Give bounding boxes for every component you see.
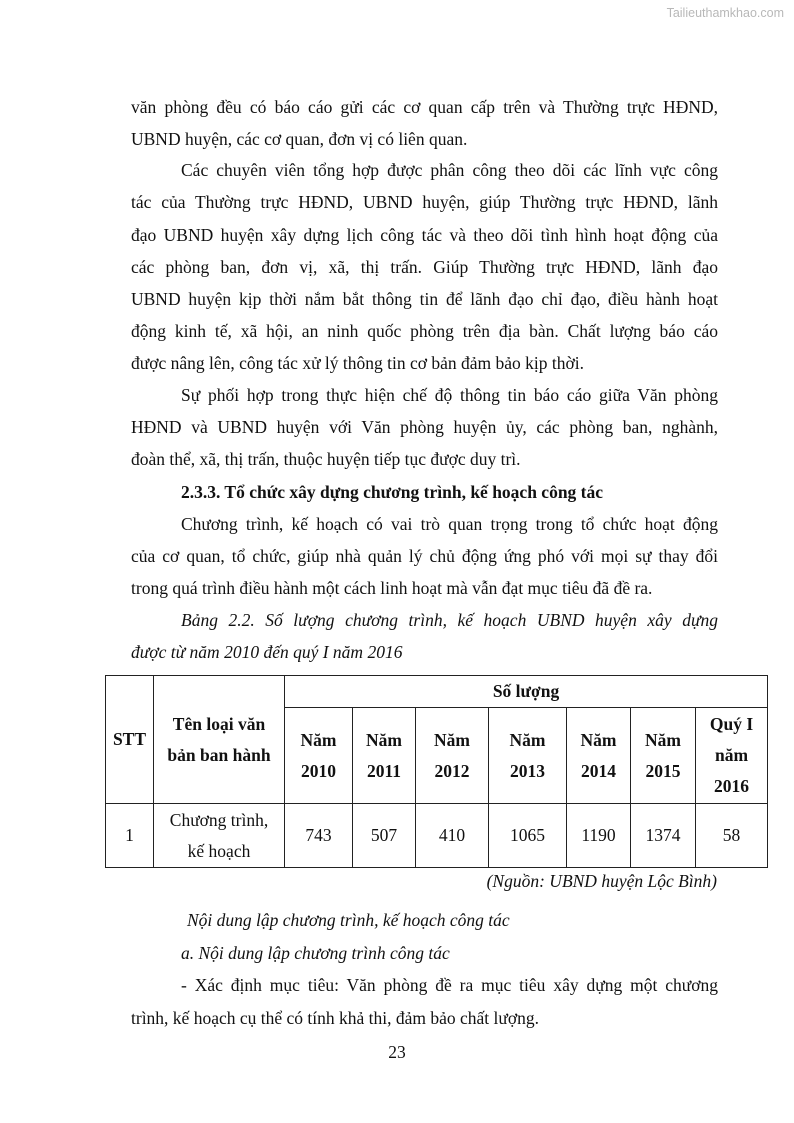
cell-q1-2016: 58 [696,804,768,868]
paragraph-3-line-2: HĐND và UBND huyện với Văn phòng huyện ủy, các phòng ban, nghành, [131,417,718,437]
cell-2014: 1190 [567,804,631,868]
header-q1-2016: Quý I năm 2016 [696,708,768,804]
paragraph-5-line-1: - Xác định mục tiêu: Văn phòng đề ra mục tiêu xây dựng một chương [181,975,718,995]
watermark: Tailieuthamkhao.com [666,6,784,20]
table-row [106,804,768,868]
paragraph-1-line-2: UBND huyện, các cơ quan, đơn vị có liên quan. [131,129,468,149]
paragraph-3-line-1: Sự phối hợp trong thực hiện chế độ thông tin báo cáo giữa Văn phòng [181,385,718,405]
header-year-2014: Năm 2014 [567,708,631,804]
paragraph-5-line-2: trình, kế hoạch cụ thể có tính khả thi, đảm bảo chất lượng. [131,1008,540,1028]
cell-document-type: Chương trình, kế hoạch [154,804,285,868]
paragraph-2-line-1: Các chuyên viên tổng hợp được phân công theo dõi các lĩnh vực công [181,160,718,180]
header-year-2015: Năm 2015 [631,708,696,804]
subheading-content: Nội dung lập chương trình, kế hoạch công tác [187,910,510,930]
paragraph-3-line-3: đoàn thể, xã, thị trấn, thuộc huyện tiếp tục được duy trì. [131,449,521,469]
cell-2012: 410 [416,804,489,868]
header-year-2013: Năm 2013 [489,708,567,804]
section-heading: 2.3.3. Tổ chức xây dựng chương trình, kế hoạch công tác [181,482,604,502]
header-year-2012: Năm 2012 [416,708,489,804]
paragraph-2-line-2: tác của Thường trực HĐND, UBND huyện, giúp Thường trực HĐND, lãnh [131,192,718,212]
header-quantity-group: Số lượng [285,676,768,708]
paragraph-2-line-5: UBND huyện kịp thời nắm bắt thông tin để lãnh đạo chỉ đạo, điều hành hoạt [131,289,718,309]
table-caption-line-2: được từ năm 2010 đến quý I năm 2016 [131,642,403,662]
table-source: (Nguồn: UBND huyện Lộc Bình) [486,871,717,891]
header-year-2011: Năm 2011 [353,708,416,804]
page-number: 23 [388,1042,406,1062]
paragraph-2-line-7: được nâng lên, công tác xử lý thông tin cơ bản đảm bảo kịp thời. [131,353,585,373]
header-stt: STT [106,676,154,804]
paragraph-4-line-1: Chương trình, kế hoạch có vai trò quan trọng trong tổ chức hoạt động [181,514,718,534]
paragraph-2-line-3: đạo UBND huyện xây dựng lịch công tác và theo dõi tình hình hoạt động của [131,225,718,245]
header-document-type-line-1: Tên loại văn [172,713,266,734]
header-document-type-line-2: bản ban hành [167,744,271,765]
header-document-type [154,676,285,804]
paragraph-2-line-4: các phòng ban, đơn vị, xã, thị trấn. Giúp Thường trực HĐND, lãnh đạo [131,257,718,277]
cell-2013: 1065 [489,804,567,868]
paragraph-1-line-1: văn phòng đều có báo cáo gửi các cơ quan cấp trên và Thường trực HĐND, [131,97,718,117]
paragraph-4-line-3: trong quá trình điều hành một cách linh hoạt mà vẫn đạt mục tiêu đã đề ra. [131,578,653,598]
statistics-table [105,675,768,868]
subheading-a: a. Nội dung lập chương trình công tác [181,943,450,963]
cell-2015: 1374 [631,804,696,868]
header-year-2010: Năm 2010 [285,708,353,804]
cell-stt: 1 [106,804,154,868]
table-caption-line-1: Bảng 2.2. Số lượng chương trình, kế hoạch UBND huyện xây dựng [181,610,718,630]
paragraph-2-line-6: động kinh tế, xã hội, an ninh quốc phòng trên địa bàn. Chất lượng báo cáo [131,321,718,341]
paragraph-4-line-2: của cơ quan, tổ chức, giúp nhà quản lý chủ động ứng phó với mọi sự thay đổi [131,546,718,566]
cell-2011: 507 [353,804,416,868]
cell-2010: 743 [285,804,353,868]
